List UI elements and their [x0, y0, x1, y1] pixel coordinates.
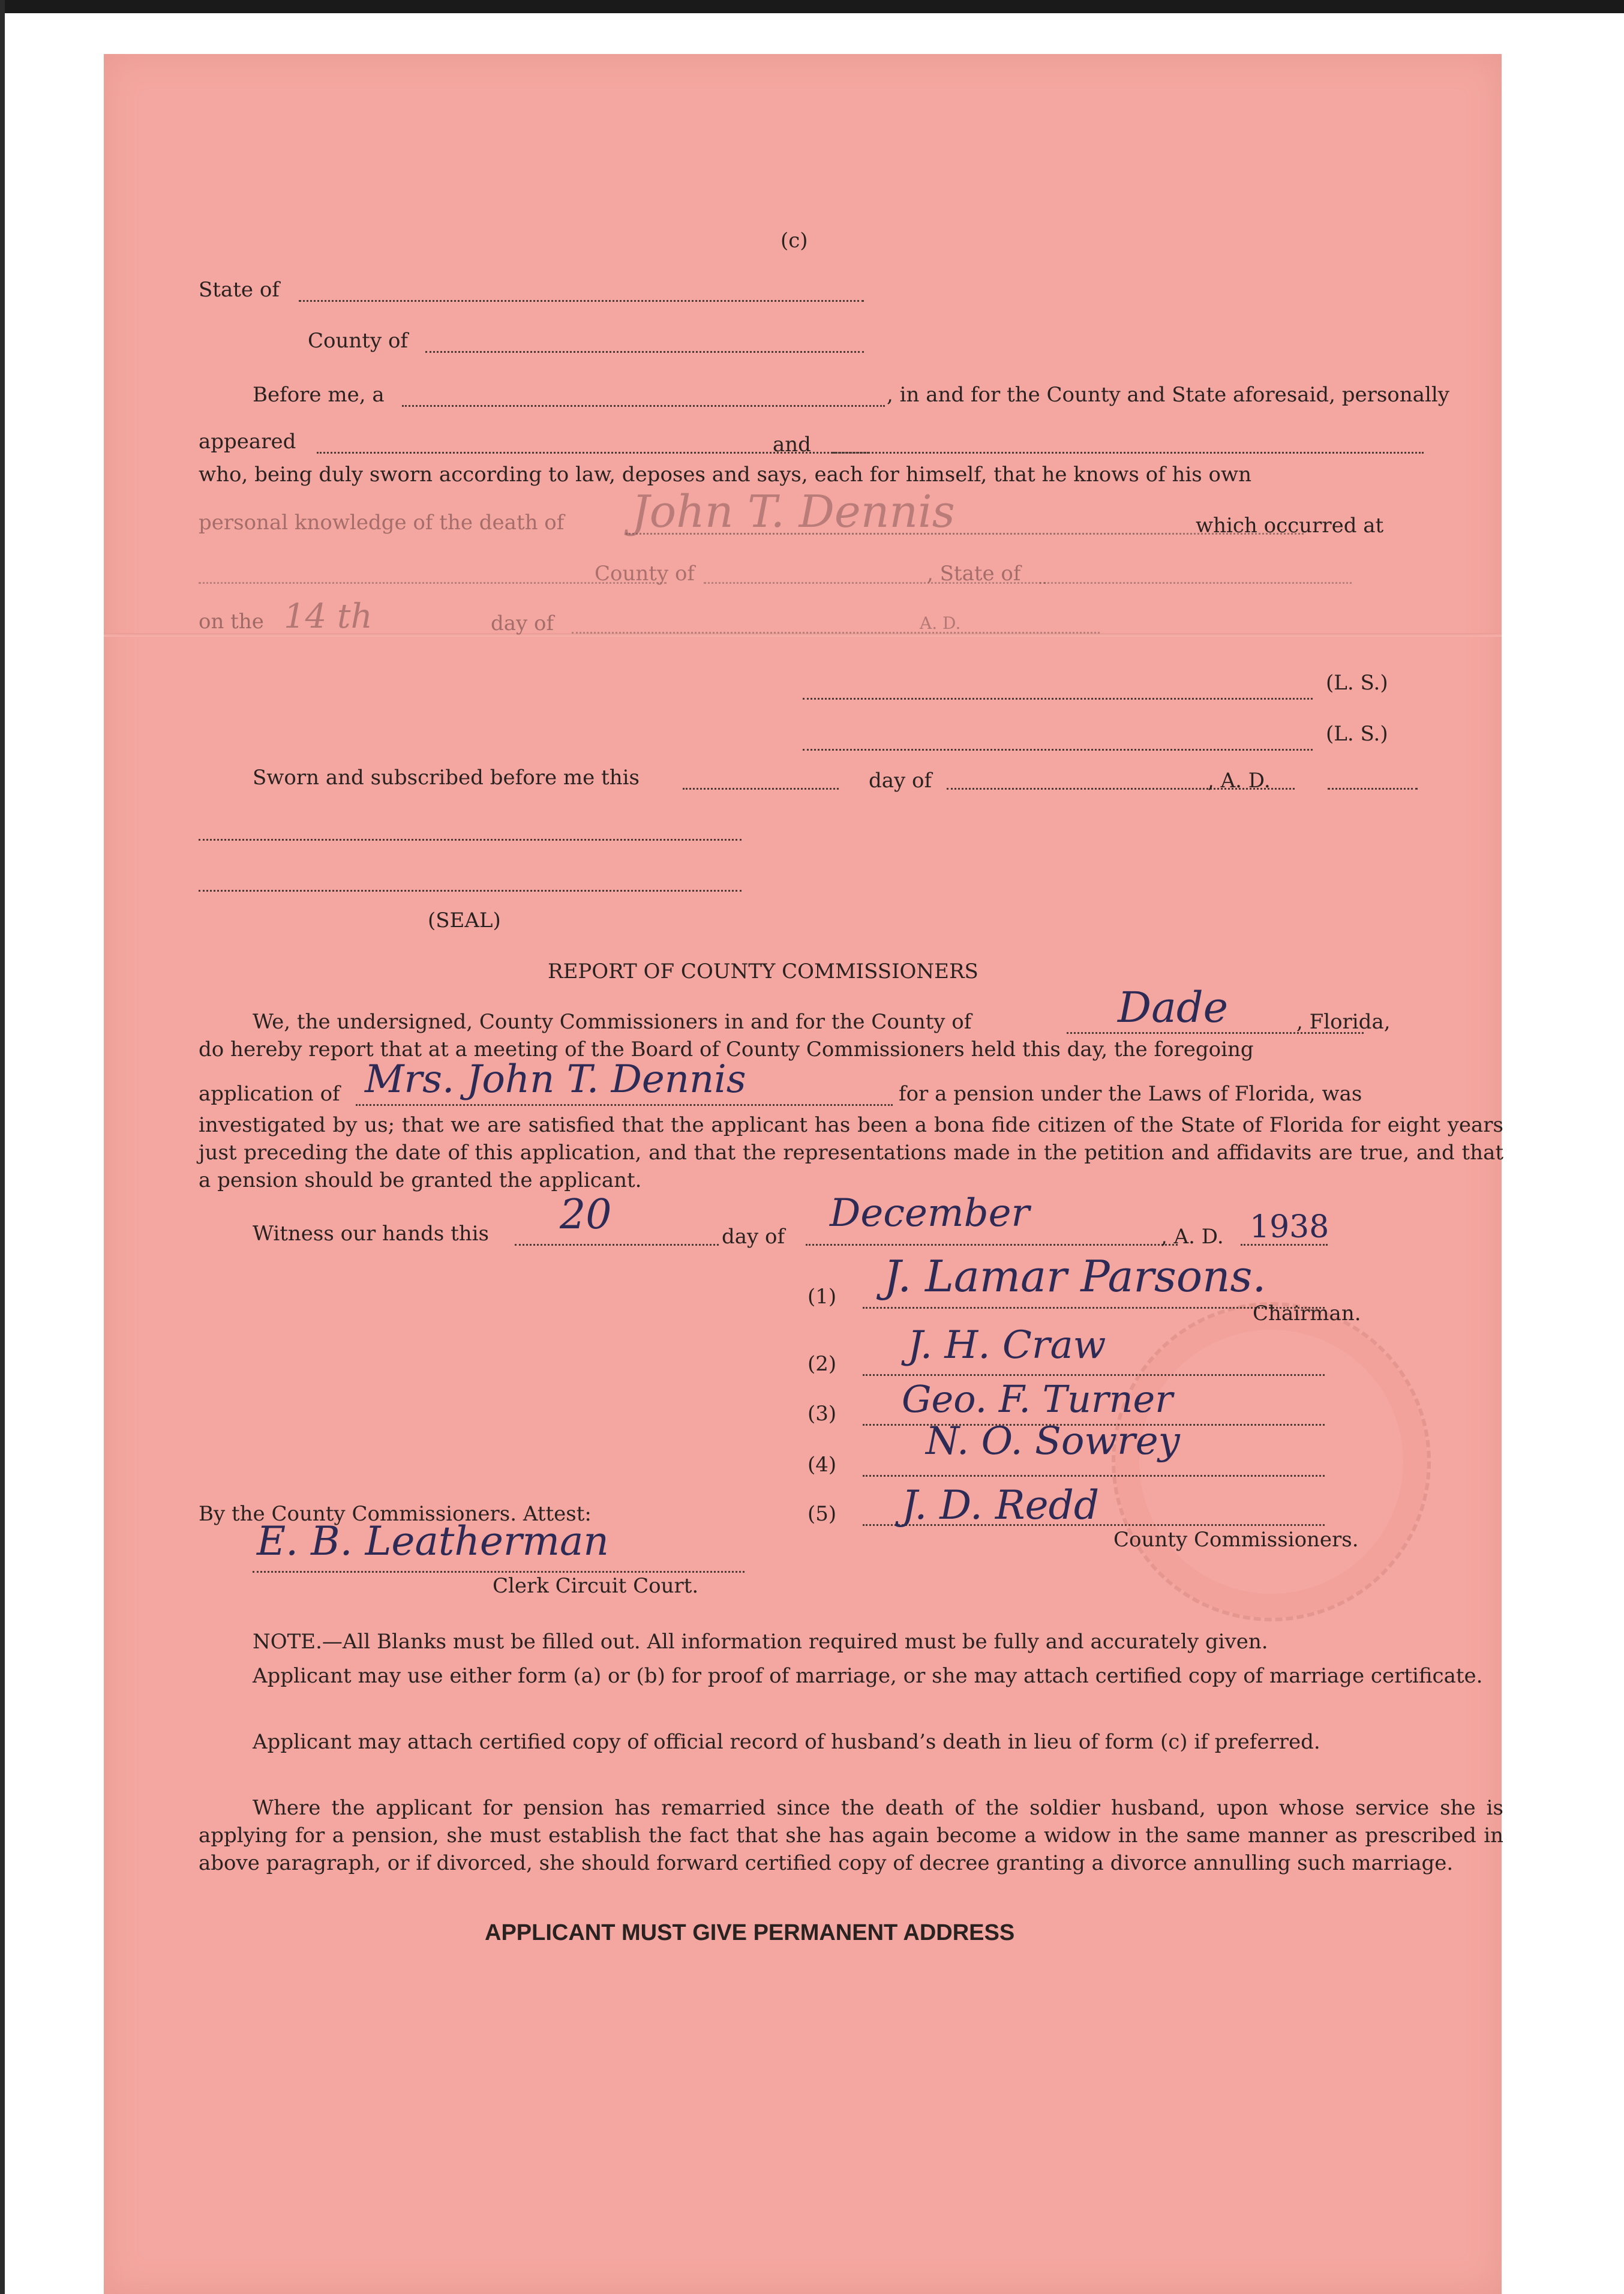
commissioner-signature-4: N. O. Sowrey — [926, 1419, 1180, 1464]
scan-top-edge — [0, 0, 1624, 13]
signature-line-2[interactable] — [803, 749, 1313, 751]
footer-heading: APPLICANT MUST GIVE PERMANENT ADDRESS — [485, 1920, 1015, 1945]
signature-line-1[interactable] — [803, 698, 1313, 700]
day-of-label: day of — [491, 611, 554, 635]
officer-field[interactable] — [402, 405, 885, 407]
knowledge-label: personal knowledge of the death of — [199, 511, 565, 535]
officer-signature-line[interactable] — [199, 839, 742, 841]
sworn-day-of-label: day of — [869, 769, 932, 793]
form-letter: (c) — [781, 229, 808, 253]
witness-ad: , A. D. — [1161, 1225, 1224, 1249]
witness-day: 20 — [560, 1191, 612, 1239]
applicant-field[interactable] — [356, 1104, 893, 1106]
witness-month-field[interactable] — [806, 1244, 1178, 1246]
county-label: County of — [308, 329, 409, 353]
report-line2: do hereby report that at a meeting of the Board of County Commissioners held this day, the foregoing — [199, 1037, 1254, 1061]
clerk-signature: E. B. Leatherman — [257, 1518, 609, 1564]
commissioner-number-1: (1) — [808, 1285, 837, 1309]
sworn-day-field[interactable] — [683, 788, 839, 790]
seal-label: (SEAL) — [428, 908, 501, 932]
note-blanks: NOTE.—All Blanks must be filled out. All information required must be fully and accurately given. — [253, 1630, 1268, 1654]
report-heading: REPORT OF COUNTY COMMISSIONERS — [548, 959, 978, 983]
officer-title-line[interactable] — [199, 890, 742, 892]
county-field[interactable] — [425, 351, 864, 353]
report-county-name: Dade — [1118, 983, 1229, 1032]
commissioner-signature-1: J. Lamar Parsons. — [884, 1251, 1266, 1302]
commissioner-line-4[interactable] — [863, 1475, 1325, 1477]
death-day: 14 th — [284, 597, 373, 636]
occurred-label: which occurred at — [1196, 514, 1384, 538]
sworn-before-label: Sworn and subscribed before me this — [253, 766, 640, 790]
sworn-ad-label: , A. D. — [1208, 769, 1271, 793]
sworn-year-field[interactable] — [1328, 788, 1418, 790]
report-body: investigated by us; that we are satisfied that the applicant has been a bona fide citizen of the State of Florida for eight years just preceding the date of this application, and that the representations made in the petition and affidavits are true, and that a pension should be granted the applicant. — [199, 1113, 1503, 1192]
state-field[interactable] — [299, 300, 864, 302]
county-of-label: County of — [595, 562, 695, 586]
state-label: State of — [199, 278, 280, 302]
witness-day-field[interactable] — [515, 1244, 719, 1246]
commissioner-signature-2: J. H. Craw — [908, 1323, 1106, 1368]
affiant-two-field[interactable] — [833, 452, 1424, 454]
ls-label-1: (L. S.) — [1326, 671, 1388, 695]
commissioner-signature-3: Geo. F. Turner — [902, 1377, 1173, 1421]
before-me-rest: , in and for the County and State aforesaid, personally — [887, 383, 1449, 407]
chairman-label: Chairman. — [1253, 1302, 1361, 1326]
witness-year: 1938 — [1250, 1209, 1329, 1245]
commissioner-number-3: (3) — [808, 1402, 837, 1426]
clerk-signature-line[interactable] — [253, 1571, 745, 1573]
appeared-label: appeared — [199, 430, 296, 454]
attest-label: By the County Commissioners. Attest: — [199, 1502, 592, 1526]
witness-day-of: day of — [722, 1225, 785, 1249]
clerk-label: Clerk Circuit Court. — [493, 1574, 699, 1598]
and-label: and — [773, 433, 811, 457]
note-death-record: Applicant may attach certified copy of official record of husband’s death in lieu of form (c) if preferred. — [253, 1730, 1320, 1754]
witness-label: Witness our hands this — [253, 1222, 490, 1246]
applicant-name: Mrs. John T. Dennis — [365, 1057, 746, 1102]
report-line1-end: , Florida, — [1296, 1010, 1391, 1034]
commissioner-number-5: (5) — [808, 1502, 837, 1526]
note-marriage: Applicant may use either form (a) or (b) for proof of marriage, or she may attach certified copy of marriage certificate. — [253, 1664, 1483, 1688]
death-state-field[interactable] — [1040, 582, 1352, 584]
death-month-field[interactable] — [572, 632, 1100, 634]
pension-form-page — [104, 54, 1502, 2294]
commissioner-line-2[interactable] — [863, 1374, 1325, 1376]
commissioner-number-2: (2) — [808, 1352, 837, 1376]
note-remarried: Where the applicant for pension has remarried since the death of the soldier husband, upon whose service she is applying for a pension, she must establish the fact that she has again become a widow in the same manner as prescribed in above paragraph, or if divorced, she should forward certified copy of decree granting a divorce annulling such marriage. — [199, 1796, 1503, 1875]
scan-left-edge — [0, 0, 5, 2294]
witness-year-field[interactable] — [1241, 1244, 1328, 1246]
deceased-name: John T. Dennis — [632, 486, 955, 538]
ls-label-2: (L. S.) — [1326, 722, 1388, 746]
ad-label: A. D. — [920, 613, 961, 633]
on-the-label: on the — [199, 610, 264, 634]
witness-month: December — [830, 1191, 1030, 1236]
commissioners-label: County Commissioners. — [1113, 1528, 1359, 1552]
commissioner-number-4: (4) — [808, 1453, 837, 1477]
state-of-label: , State of — [927, 562, 1021, 586]
report-line3-end: for a pension under the Laws of Florida, was — [899, 1082, 1362, 1106]
before-me-label: Before me, a — [253, 383, 385, 407]
application-label: application of — [199, 1082, 340, 1106]
report-line1-start: We, the undersigned, County Commissioners in and for the County of — [253, 1010, 972, 1034]
sworn-line: who, being duly sworn according to law, deposes and says, each for himself, that he knows of his own — [199, 463, 1251, 487]
commissioner-signature-5: J. D. Redd — [902, 1482, 1100, 1528]
